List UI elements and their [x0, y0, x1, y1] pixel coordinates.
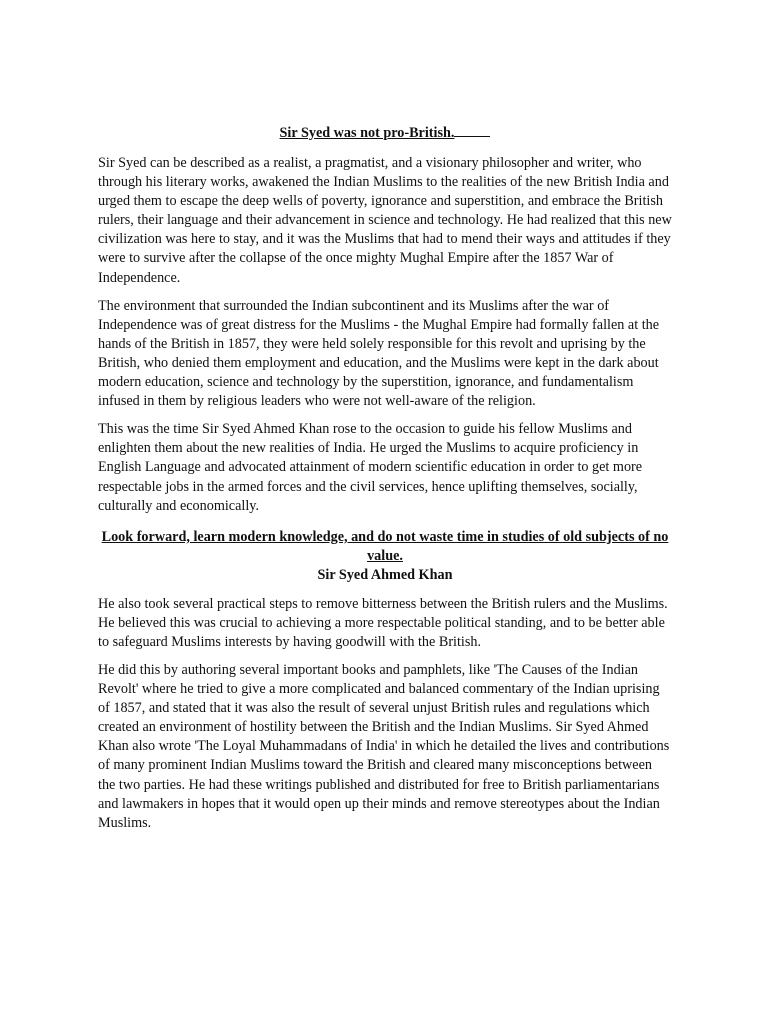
quote-author: Sir Syed Ahmed Khan [317, 566, 453, 583]
document-page [98, 124, 672, 842]
paragraph-writings: He did this by authoring several important books and pamphlets, like 'The Causes of the Indian Revolt' where he tried to give a more complicated and balanced commentary of the Indian uprising of 1857, and stated that it was also the result of several unjust British rules and regulations which created an environment of hostility between the British and the Indian Muslims. Sir Syed Ahmed Khan also wrote 'The Loyal Muhammadans of India' in which he detailed the lives and contributions of many prominent Indian Muslims toward the British and cleared many misconceptions between the two parties. He had these writings published and distributed for free to British parliamentarians and lawmakers in hopes that it would open up their minds and remove stereotypes about the Indian Muslims. [98, 661, 670, 831]
quote-text: Look forward, learn modern knowledge, and do not waste time in studies of old subjects of no value. [101, 528, 669, 564]
title-underline-trail [454, 124, 490, 137]
paragraph-practical-steps: He also took several practical steps to remove bitterness between the British rulers and the Muslims. He believed this was crucial to achieving a more respectable political standing, and to be better able to safeguard Muslims interests by having goodwill with the British. [98, 595, 668, 650]
paragraph-guidance: This was the time Sir Syed Ahmed Khan rose to the occasion to guide his fellow Muslims and enlighten them about the new realities of India. He urged the Muslims to acquire proficiency in English Language and advocated attainment of modern scientific education in order to get more respectable jobs in the armed forces and the civil services, hence uplifting themselves, socially, culturally and economically. [98, 421, 643, 514]
paragraph-environment: The environment that surrounded the Indian subcontinent and its Muslims after the war of Independence was of great distress for the Muslims - the Mughal Empire had formally fallen at the hands of the British in 1857, they were held solely responsible for this revolt and uprising by the British, who denied them employment and education, and the Muslims were kept in the dark about modern education, science and technology by the superstition, ignorance, and fundamentalism infused in them by religious leaders who were not well-aware of the religion. [98, 297, 660, 410]
document-title-text: Sir Syed was not pro-British. [279, 125, 455, 141]
paragraph-intro: Sir Syed can be described as a realist, a pragmatist, and a visionary philosopher and writer, who through his literary works, awakened the Indian Muslims to the realities of the new British India and urged them to escape the deep wells of poverty, ignorance and superstition, and embrace the British rulers, their language and their advancement in science and technology. He had realized that this new civilization was here to stay, and it was the Muslims that had to mend their ways and attitudes if they were to survive after the collapse of the once mighty Mughal Empire after the 1857 War of Independence. [98, 155, 672, 286]
quote-block [98, 528, 672, 585]
document-title [98, 124, 672, 143]
